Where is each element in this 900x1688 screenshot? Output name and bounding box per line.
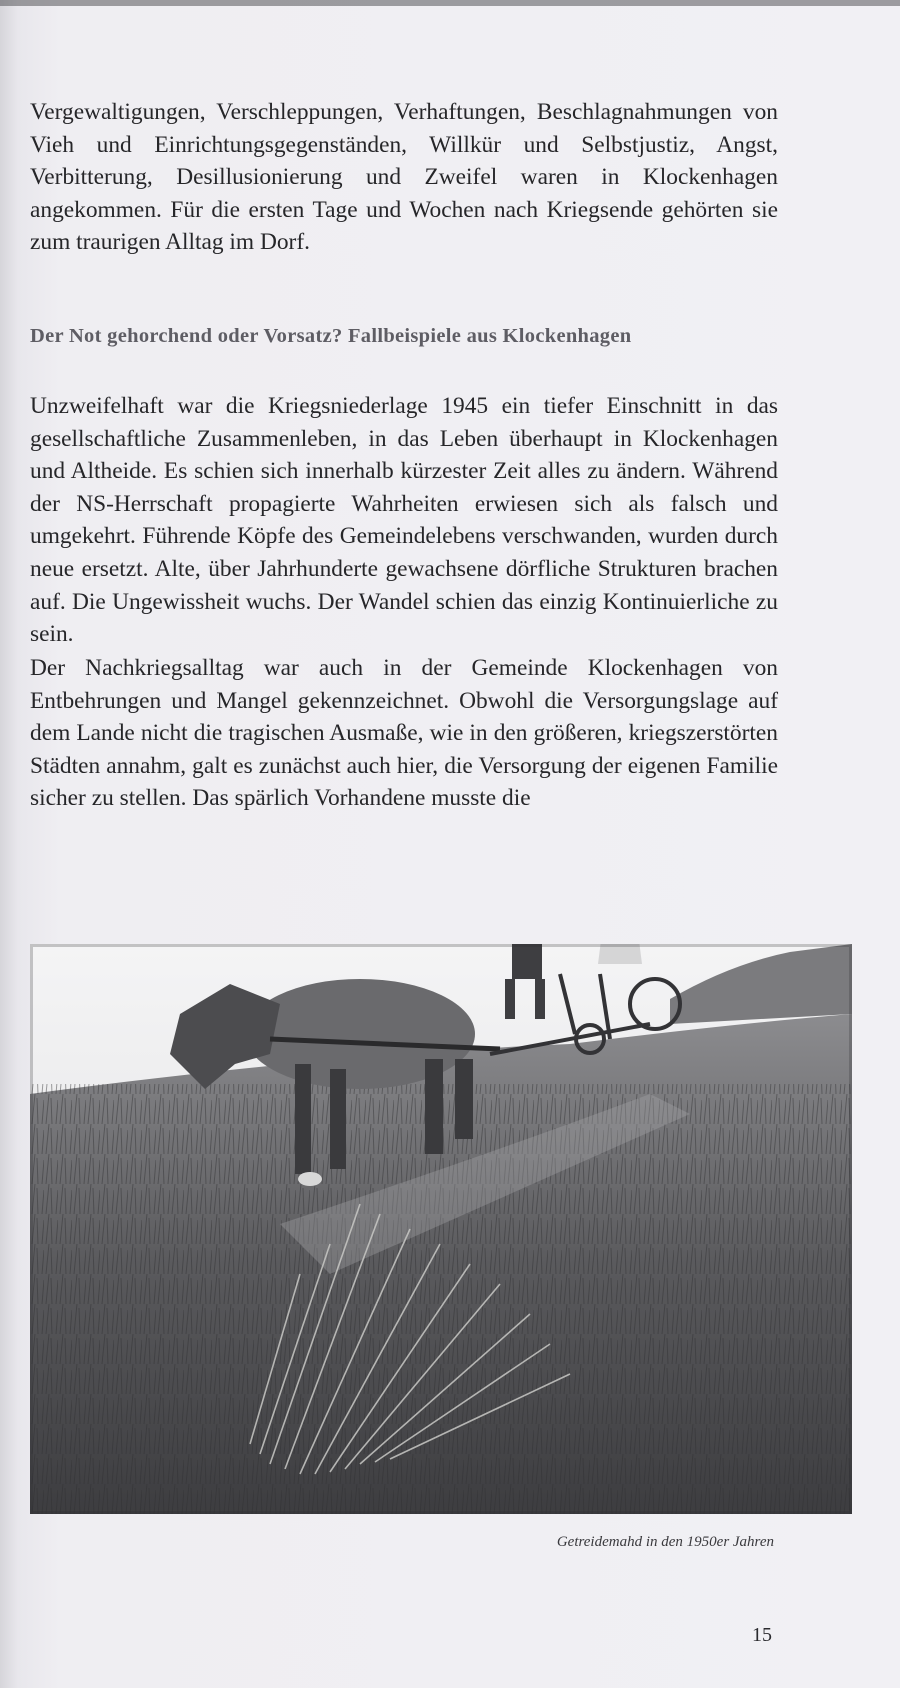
- page-number: 15: [752, 1624, 772, 1646]
- body-paragraph-1: Vergewaltigungen, Verschleppungen, Verhaftungen, Beschlagnahmungen von Vieh und Einrichtungsgegenständen, Willkür und Selbstjustiz, Angst, Verbitterung, Desillusionierung und Zweifel waren in Klockenhagen angekommen. Für die ersten Tage und Wochen nach Kriegsende gehörten sie zum traurigen Alltag im Dorf.: [30, 99, 778, 256]
- harvest-photo: [30, 944, 852, 1514]
- body-paragraph-3: Der Nachkriegsalltag war auch in der Gemeinde Klockenhagen von Entbehrungen und Mangel gekennzeichnet. Obwohl die Versorgungslage auf dem Lande nicht die tragischen Ausmaße, wie in den größeren, kriegszerstörten Städten annahm, galt es zunächst auch hier, die Versorgung der eigenen Familie sicher zu stellen. Das spärlich Vorhandene musste die: [30, 655, 778, 812]
- photo-caption: Getreidemahd in den 1950er Jahren: [556, 1534, 774, 1550]
- section-heading: Der Not gehorchend oder Vorsatz? Fallbeispiele aus Klockenhagen: [30, 325, 632, 347]
- page-top-edge: [0, 0, 900, 6]
- body-paragraph-2: Unzweifelhaft war die Kriegsniederlage 1945 ein tiefer Einschnitt in das gesellschaftliche Zusammenleben, in das Leben überhaupt in Klockenhagen und Altheide. Es schien sich innerhalb kürzester Zeit alles zu ändern. Während der NS-Herrschaft propagierte Wahrheiten erwiesen sich als falsch und umgekehrt. Führende Köpfe des Gemeindelebens verschwanden, wurden durch neue ersetzt. Alte, über Jahrhunderte gewachsene dörfliche Strukturen brachen auf. Die Ungewissheit wuchs. Der Wandel schien das einzig Kontinuierliche zu sein.: [30, 393, 778, 648]
